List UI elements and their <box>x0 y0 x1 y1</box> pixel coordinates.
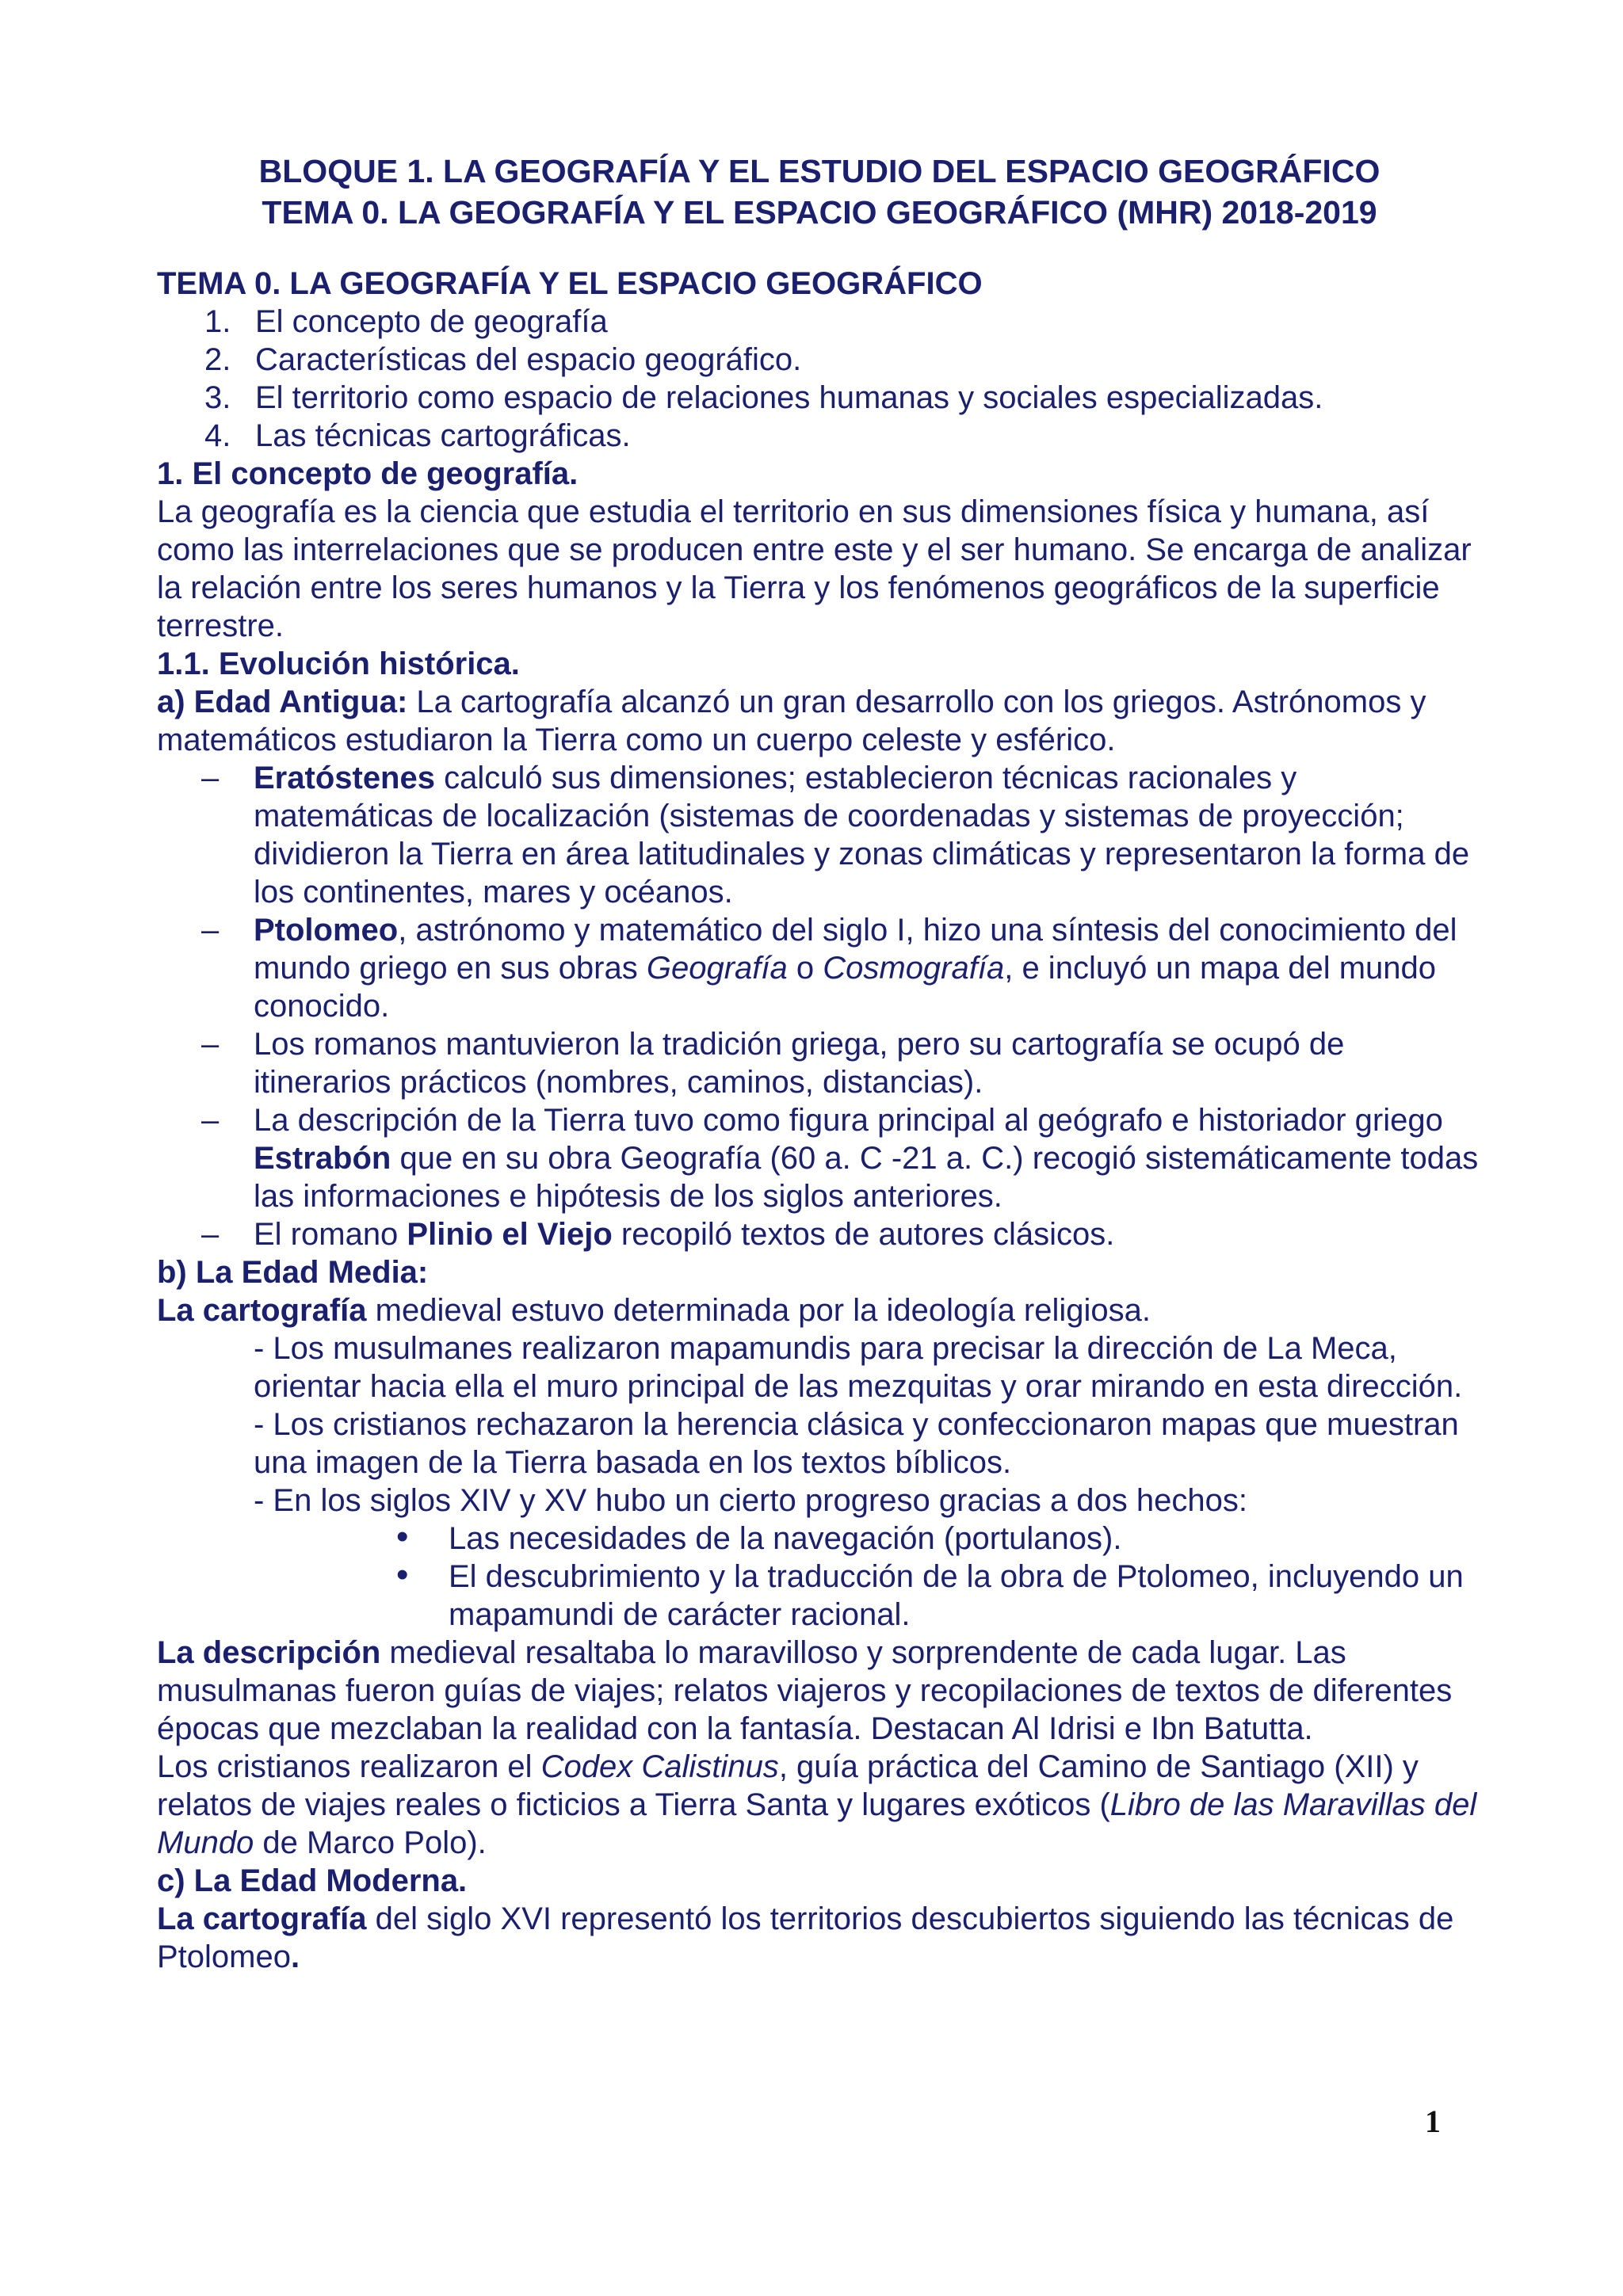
edad-media-heading: b) La Edad Media: <box>157 1255 429 1290</box>
edad-antigua-paragraph: a) Edad Antigua: La cartografía alcanzó un gran desarrollo con los griegos. Astrónomos y matemáticos estudiaron la Tierra como un cuerpo celeste y esférico. <box>157 685 1426 757</box>
title-line-1: BLOQUE 1. LA GEOGRAFÍA Y EL ESTUDIO DEL ESPACIO GEOGRÁFICO <box>258 153 1381 189</box>
media-musulmanes-paragraph: - Los musulmanes realizaron mapamundis para precisar la dirección de La Meca, orientar hacia ella el muro principal de las mezquitas y orar mirando en esta dirección. <box>254 1331 1463 1404</box>
page-number: 1 <box>1425 2103 1441 2139</box>
media-codex-paragraph: Los cristianos realizaron el Codex Calistinus, guía práctica del Camino de Santiago (XII) y relatos de viajes reales o ficticios a Tierra Santa y lugares exóticos (Libro de las Maravillas del Mundo de Marco Polo). <box>157 1749 1477 1860</box>
toc-list <box>157 303 1482 455</box>
toc-item: 2. Características del espacio geográfico. <box>204 342 802 377</box>
toc-item: 1. El concepto de geografía <box>204 304 608 339</box>
list-item: – El romano Plinio el Viejo recopiló textos de autores clásicos. <box>201 1217 1115 1252</box>
list-item: – La descripción de la Tierra tuvo como figura principal al geógrafo e historiador griego Estrabón que en su obra Geografía (60 a. C -21 a. C.) recogió sistemáticamente todas las informaciones e hipótesis de los siglos anteriores. <box>201 1103 1479 1214</box>
document-page <box>157 151 1482 1976</box>
media-bullet-list <box>157 1517 1482 1634</box>
document-title <box>157 151 1482 233</box>
list-item: – Eratóstenes calculó sus dimensiones; establecieron técnicas racionales y matemáticas de localización (sistemas de coordenadas y sistemas de proyección; dividieron la Tierra en área latitudinales y zonas climáticas y representaron la forma de los continentes, mares y océanos. <box>201 761 1470 910</box>
toc-item: 3. El territorio como espacio de relaciones humanas y sociales especializadas. <box>204 380 1323 415</box>
list-item: • Las necesidades de la navegación (portulanos). <box>396 1517 1122 1556</box>
media-descripcion-paragraph: La descripción medieval resaltaba lo maravilloso y sorprendente de cada lugar. Las musulmanas fueron guías de viajes; relatos viajeros y recopilaciones de textos de diferentes épocas que mezclaban la realidad con la fantasía. Destacan Al Idrisi e Ibn Batutta. <box>157 1635 1453 1746</box>
section-1-body: La geografía es la ciencia que estudia el territorio en sus dimensiones física y humana, así como las interrelaciones que se producen entre este y el ser humano. Se encarga de analizar la relación entre los seres humanos y la Tierra y los fenómenos geográficos de la superficie terrestre. <box>157 494 1472 643</box>
media-cristianos-paragraph: - Los cristianos rechazaron la herencia clásica y confeccionaron mapas que muestran una imagen de la Tierra basada en los textos bíblicos. <box>254 1407 1459 1480</box>
list-item: – Los romanos mantuvieron la tradición griega, pero su cartografía se ocupó de itinerarios prácticos (nombres, caminos, distancias). <box>201 1027 1345 1100</box>
moderna-cartografia-paragraph: La cartografía del siglo XVI representó los territorios descubiertos siguiendo las técnicas de Ptolomeo. <box>157 1901 1454 1974</box>
list-item: • El descubrimiento y la traducción de la obra de Ptolomeo, incluyendo un mapamundi de carácter racional. <box>396 1555 1464 1632</box>
media-siglos-paragraph: - En los siglos XIV y XV hubo un cierto progreso gracias a dos hechos: <box>254 1483 1248 1518</box>
media-cartografia-paragraph: La cartografía medieval estuvo determinada por la ideología religiosa. <box>157 1293 1151 1328</box>
antigua-list <box>157 759 1482 1253</box>
toc-heading: TEMA 0. LA GEOGRAFÍA Y EL ESPACIO GEOGRÁFICO <box>157 266 983 301</box>
title-line-2: TEMA 0. LA GEOGRAFÍA Y EL ESPACIO GEOGRÁFICO (MHR) 2018-2019 <box>262 194 1377 231</box>
section-1-1-heading: 1.1. Evolución histórica. <box>157 646 520 681</box>
edad-moderna-heading: c) La Edad Moderna. <box>157 1863 468 1898</box>
section-1-heading: 1. El concepto de geografía. <box>157 456 579 491</box>
toc-item: 4. Las técnicas cartográficas. <box>204 418 631 453</box>
list-item: – Ptolomeo, astrónomo y matemático del siglo I, hizo una síntesis del conocimiento del mundo griego en sus obras Geografía o Cosmografía, e incluyó un mapa del mundo conocido. <box>201 913 1457 1024</box>
